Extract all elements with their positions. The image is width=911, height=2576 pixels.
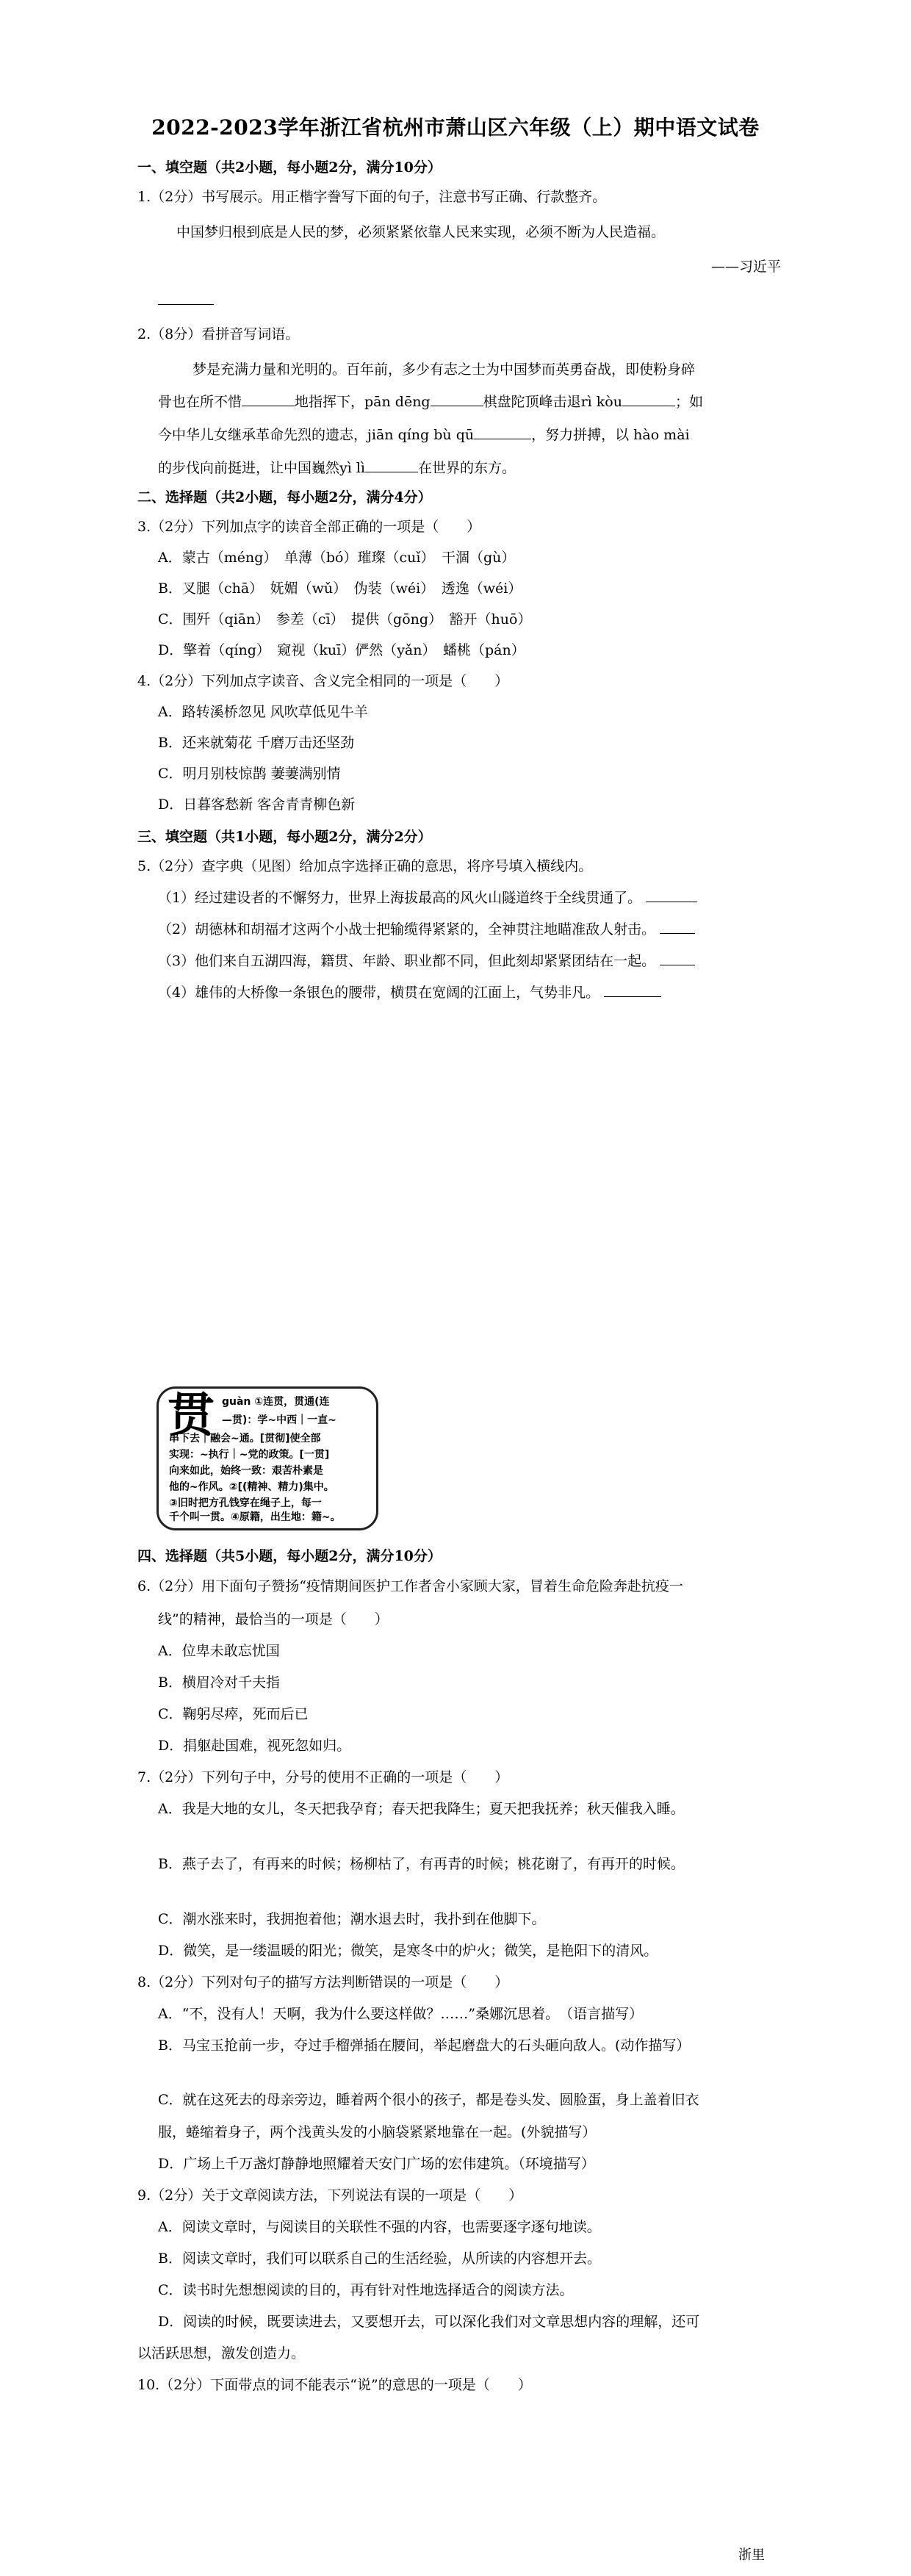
q5-item-2-text: （2）胡德林和胡福才这两个小战士把输缆得紧紧的，全神贯注地瞄准敌人射击。 <box>158 921 656 938</box>
dictionary-line-3: 串下去｜融会~通。[贯彻]使全部 <box>169 1433 321 1444</box>
q2-line3-text-a: 今中华儿女继承革命先烈的遗志，jiān qíng bù qū <box>158 427 475 443</box>
q2-line4-text-b: 在世界的东方。 <box>418 460 516 476</box>
q6-stem-2: 线”的精神，最恰当的一项是（ ） <box>158 1611 389 1627</box>
q2-line3-text-b: ，努力拼搏，以 hào mài <box>531 427 690 443</box>
dictionary-line-5: 向来如此，始终一致：艰苦朴素是 <box>169 1465 323 1477</box>
q7-stem: 7.（2分）下列句子中，分号的使用不正确的一项是（ ） <box>137 1769 509 1785</box>
q8-stem: 8.（2分）下列对句子的描写方法判断错误的一项是（ ） <box>137 1974 509 1990</box>
q2-line4 <box>158 457 516 479</box>
q7-option-c[interactable]: C．潮水涨来时，我拥抱着他；潮水退去时，我扑到在他脚下。 <box>158 1911 546 1927</box>
q2-line1: 梦是充满力量和光明的。百年前，多少有志之士为中国梦而英勇奋战，即使粉身碎 <box>192 361 696 378</box>
q3-option-a[interactable]: A．蒙古（méng） 单薄（bó）璀璨（cuǐ） 干涸（gù） <box>158 550 516 566</box>
q5-blank-3[interactable] <box>660 950 695 965</box>
q8-option-d[interactable]: D．广场上千万盏灯静静地照耀着天安门广场的宏伟建筑。（环境描写） <box>158 2156 595 2172</box>
q9-option-b[interactable]: B．阅读文章时，我们可以联系自己的生活经验，从所读的内容想开去。 <box>158 2251 601 2267</box>
q5-item-1-text: （1）经过建设者的不懈努力，世界上海拔最高的风火山隧道终于全线贯通了。 <box>158 890 642 906</box>
q7-option-d[interactable]: D．微笑，是一缕温暖的阳光；微笑，是寒冬中的炉火；微笑，是艳阳下的清风。 <box>158 1943 658 1959</box>
q2-line3 <box>158 424 690 446</box>
q2-blank-1[interactable] <box>242 391 295 406</box>
q9-option-d-1[interactable]: D．阅读的时候，既要读进去，又要想开去，可以深化我们对文章思想内容的理解，还可 <box>158 2314 700 2330</box>
q4-option-a[interactable]: A．路转溪桥忽见 风吹草低见牛羊 <box>158 704 368 720</box>
dictionary-line-8: 千个叫一贯。④原籍，出生地：籍~。 <box>169 1511 341 1523</box>
q5-stem: 5.（2分）查字典（见图）给加点字选择正确的意思，将序号填入横线内。 <box>137 858 593 874</box>
q1-answer-blank[interactable] <box>158 289 214 312</box>
q4-option-c[interactable]: C．明月别枝惊鹊 萋萋满别情 <box>158 766 341 782</box>
q2-blank-4[interactable] <box>474 424 531 439</box>
q1-stem: 1.（2分）书写展示。用正楷字誊写下面的句子，注意书写正确、行款整齐。 <box>137 189 607 205</box>
q3-option-d[interactable]: D．擎着（qíng） 窥视（kuī）俨然（yǎn） 蟠桃（pán） <box>158 642 525 658</box>
q2-line2-text-a: 骨也在所不惜 <box>158 394 242 410</box>
q5-blank-1[interactable] <box>646 887 697 902</box>
page-title: 2022-2023学年浙江省杭州市萧山区六年级（上）期中语文试卷 <box>151 115 760 140</box>
q1-quote: 中国梦归根到底是人民的梦，必须紧紧依靠人民来实现，必须不断为人民造福。 <box>176 224 666 240</box>
q9-option-a[interactable]: A．阅读文章时，与阅读目的关联性不强的内容，也需要逐字逐句地读。 <box>158 2219 601 2235</box>
section4-heading: 四、选择题（共5小题，每小题2分，满分10分） <box>137 1548 442 1564</box>
q2-line2 <box>158 391 703 413</box>
q2-blank-2[interactable] <box>431 391 483 406</box>
q5-item-1 <box>158 887 697 909</box>
section3-heading: 三、填空题（共1小题，每小题2分，满分2分） <box>137 829 432 845</box>
dictionary-line-1: guàn ①连贯，贯通(连 <box>222 1396 330 1408</box>
q4-stem: 4.（2分）下列加点字读音、含义完全相同的一项是（ ） <box>137 673 509 689</box>
q6-option-d[interactable]: D．捐躯赴国难，视死忽如归。 <box>158 1738 351 1754</box>
dictionary-line-4: 实现：~执行｜~党的政策。[一贯] <box>169 1449 330 1461</box>
q3-option-c[interactable]: C．围歼（qiān） 参差（cī） 提供（gōng） 豁开（huō） <box>158 611 532 627</box>
q8-option-b[interactable]: B．马宝玉抢前一步，夺过手榴弹插在腰间，举起磨盘大的石头砸向敌人。(动作描写） <box>158 2037 691 2054</box>
q6-option-b[interactable]: B．横眉冷对千夫指 <box>158 1674 280 1691</box>
page-footer: 浙里 <box>738 2547 765 2563</box>
q9-stem: 9.（2分）关于文章阅读方法，下列说法有误的一项是（ ） <box>137 2187 523 2203</box>
q2-stem: 2.（8分）看拼音写词语。 <box>137 326 300 342</box>
q5-item-4-text: （4）雄伟的大桥像一条银色的腰带，横贯在宽阔的江面上，气势非凡。 <box>158 985 600 1001</box>
q2-line2-text-b: 地指挥下，pān dēng <box>295 394 431 410</box>
dictionary-line-6: 他的~作风。②[(精神、精力)集中。 <box>169 1481 334 1493</box>
q3-option-b[interactable]: B．叉腿（chā） 妩媚（wǔ） 伪装（wéi） 透逸（wéi） <box>158 580 522 597</box>
section2-heading: 二、选择题（共2小题，每小题2分，满分4分） <box>137 489 432 506</box>
q5-item-2 <box>158 918 695 940</box>
q7-option-a[interactable]: A．我是大地的女儿，冬天把我孕育；春天把我降生；夏天把我抚养；秋天催我入睡。 <box>158 1801 685 1817</box>
q3-stem: 3.（2分）下列加点字的读音全部正确的一项是（ ） <box>137 519 481 535</box>
q9-option-d-2: 以活跃思想，激发创造力。 <box>137 2345 306 2361</box>
dictionary-line-2: —贯)：学~中西｜一直~ <box>222 1414 336 1426</box>
q8-option-a[interactable]: A．“不，没有人！天啊，我为什么要这样做？……”桑娜沉思着。 （语言描写） <box>158 2006 644 2022</box>
q2-blank-3[interactable] <box>622 391 675 406</box>
q2-line4-text-a: 的步伐向前挺进，让中国巍然yì lì <box>158 460 366 476</box>
q2-line2-text-d: ；如 <box>674 394 703 410</box>
dictionary-char: 贯 <box>168 1388 215 1443</box>
q4-option-b[interactable]: B．还来就菊花 千磨万击还坚劲 <box>158 735 355 751</box>
dictionary-line-7: ③旧时把方孔钱穿在绳子上，每一 <box>169 1497 322 1509</box>
q9-option-c[interactable]: C．读书时先想想阅读的目的，再有针对性地选择适合的阅读方法。 <box>158 2282 574 2298</box>
q5-item-4 <box>158 982 661 1004</box>
q5-item-3 <box>158 950 695 972</box>
q5-blank-2[interactable] <box>660 918 695 934</box>
q6-stem-1: 6.（2分）用下面句子赞扬“疫情期间医护工作者舍小家顾大家，冒着生命危险奔赴抗疫一 <box>137 1578 683 1594</box>
q5-item-3-text: （3）他们来自五湖四海，籍贯、年龄、职业都不同，但此刻却紧紧团结在一起。 <box>158 953 656 969</box>
q6-option-a[interactable]: A．位卑未敢忘忧国 <box>158 1643 280 1659</box>
q2-line2-text-c: 棋盘陀顶峰击退rì kòu <box>483 394 622 410</box>
q6-option-c[interactable]: C．鞠躬尽瘁，死而后已 <box>158 1706 309 1722</box>
q4-option-d[interactable]: D．日暮客愁新 客舍青青柳色新 <box>158 796 356 813</box>
q8-option-c-2: 服，蜷缩着身子，两个浅黄头发的小脑袋紧紧地靠在一起。(外貌描写） <box>158 2124 597 2140</box>
q5-blank-4[interactable] <box>604 982 661 997</box>
q7-option-b[interactable]: B．燕子去了，有再来的时候；杨柳枯了，有再青的时候；桃花谢了，有再开的时候。 <box>158 1856 685 1872</box>
section1-heading: 一、填空题（共2小题，每小题2分，满分10分） <box>137 159 442 176</box>
q8-option-c-1[interactable]: C．就在这死去的母亲旁边，睡着两个很小的孩子，都是卷头发、圆脸蛋，身上盖着旧衣 <box>158 2092 699 2108</box>
dictionary-figure <box>156 1386 378 1530</box>
q2-blank-5[interactable] <box>365 457 418 472</box>
q1-author: ——习近平 <box>711 259 782 275</box>
q10-stem: 10.（2分）下面带点的词不能表示“说”的意思的一项是（ ） <box>137 2377 532 2393</box>
